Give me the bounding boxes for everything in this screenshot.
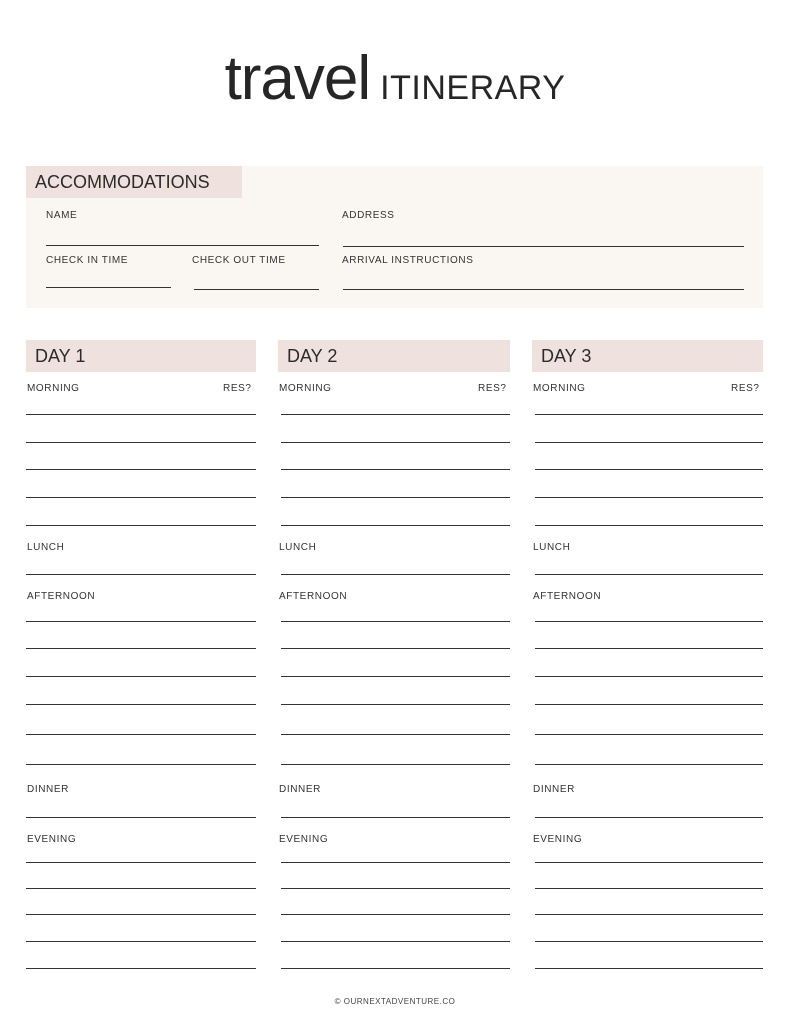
morning-line[interactable] — [281, 414, 510, 415]
day-1-header: DAY 1 — [26, 340, 256, 372]
evening-line[interactable] — [535, 968, 763, 969]
day-3-header: DAY 3 — [532, 340, 763, 372]
evening-line[interactable] — [26, 888, 256, 889]
evening-line[interactable] — [281, 941, 510, 942]
dinner-line[interactable] — [535, 817, 763, 818]
lunch-label: LUNCH — [279, 542, 317, 553]
evening-line[interactable] — [535, 914, 763, 915]
evening-line[interactable] — [26, 968, 256, 969]
morning-line[interactable] — [535, 469, 763, 470]
title — [0, 44, 790, 113]
afternoon-line[interactable] — [535, 621, 763, 622]
evening-label: EVENING — [27, 834, 77, 845]
afternoon-line[interactable] — [26, 734, 256, 735]
accommodations-section — [26, 166, 763, 308]
morning-label: MORNING — [533, 383, 586, 394]
afternoon-line[interactable] — [535, 764, 763, 765]
res-label: RES? — [223, 383, 252, 394]
evening-label: EVENING — [533, 834, 583, 845]
check-out-field[interactable] — [194, 289, 319, 290]
afternoon-line[interactable] — [26, 648, 256, 649]
lunch-label: LUNCH — [27, 542, 65, 553]
afternoon-label: AFTERNOON — [533, 591, 602, 602]
afternoon-line[interactable] — [281, 621, 510, 622]
morning-line[interactable] — [535, 414, 763, 415]
lunch-line[interactable] — [535, 574, 763, 575]
afternoon-line[interactable] — [281, 704, 510, 705]
evening-line[interactable] — [535, 941, 763, 942]
morning-label: MORNING — [27, 383, 80, 394]
lunch-line[interactable] — [26, 574, 256, 575]
morning-line[interactable] — [535, 525, 763, 526]
evening-line[interactable] — [281, 862, 510, 863]
afternoon-label: AFTERNOON — [279, 591, 348, 602]
morning-line[interactable] — [26, 414, 256, 415]
day-2-header: DAY 2 — [278, 340, 510, 372]
morning-label: MORNING — [279, 383, 332, 394]
afternoon-line[interactable] — [26, 676, 256, 677]
name-label: NAME — [46, 210, 78, 221]
evening-label: EVENING — [279, 834, 329, 845]
evening-line[interactable] — [535, 862, 763, 863]
res-label: RES? — [478, 383, 507, 394]
name-field[interactable] — [46, 245, 319, 246]
evening-line[interactable] — [281, 888, 510, 889]
afternoon-line[interactable] — [281, 676, 510, 677]
afternoon-line[interactable] — [281, 734, 510, 735]
dinner-line[interactable] — [281, 817, 510, 818]
evening-line[interactable] — [535, 888, 763, 889]
lunch-label: LUNCH — [533, 542, 571, 553]
dinner-label: DINNER — [279, 784, 321, 795]
dinner-label: DINNER — [533, 784, 575, 795]
evening-line[interactable] — [281, 914, 510, 915]
evening-line[interactable] — [26, 862, 256, 863]
morning-line[interactable] — [26, 442, 256, 443]
morning-line[interactable] — [535, 497, 763, 498]
footer-copyright: © OURNEXTADVENTURE.CO — [334, 997, 456, 1006]
lunch-line[interactable] — [281, 574, 510, 575]
morning-line[interactable] — [281, 525, 510, 526]
morning-line[interactable] — [281, 497, 510, 498]
afternoon-line[interactable] — [281, 648, 510, 649]
evening-line[interactable] — [26, 914, 256, 915]
afternoon-line[interactable] — [26, 704, 256, 705]
arrival-field[interactable] — [343, 289, 744, 290]
accommodations-header: ACCOMMODATIONS — [26, 166, 242, 198]
title-sub: ITINERARY — [380, 69, 566, 107]
morning-line[interactable] — [281, 469, 510, 470]
afternoon-line[interactable] — [535, 734, 763, 735]
check-out-label: CHECK OUT TIME — [192, 255, 286, 266]
dinner-line[interactable] — [26, 817, 256, 818]
morning-line[interactable] — [26, 497, 256, 498]
afternoon-line[interactable] — [535, 704, 763, 705]
afternoon-label: AFTERNOON — [27, 591, 96, 602]
evening-line[interactable] — [26, 941, 256, 942]
afternoon-line[interactable] — [281, 764, 510, 765]
title-main: travel — [224, 44, 371, 113]
res-label: RES? — [731, 383, 760, 394]
dinner-label: DINNER — [27, 784, 69, 795]
morning-line[interactable] — [26, 469, 256, 470]
arrival-label: ARRIVAL INSTRUCTIONS — [342, 255, 474, 266]
address-label: ADDRESS — [342, 210, 395, 221]
afternoon-line[interactable] — [535, 648, 763, 649]
morning-line[interactable] — [281, 442, 510, 443]
evening-line[interactable] — [281, 968, 510, 969]
afternoon-line[interactable] — [26, 621, 256, 622]
afternoon-line[interactable] — [535, 676, 763, 677]
morning-line[interactable] — [26, 525, 256, 526]
check-in-label: CHECK IN TIME — [46, 255, 129, 266]
afternoon-line[interactable] — [26, 764, 256, 765]
address-field[interactable] — [343, 246, 744, 247]
check-in-field[interactable] — [46, 287, 171, 288]
morning-line[interactable] — [535, 442, 763, 443]
